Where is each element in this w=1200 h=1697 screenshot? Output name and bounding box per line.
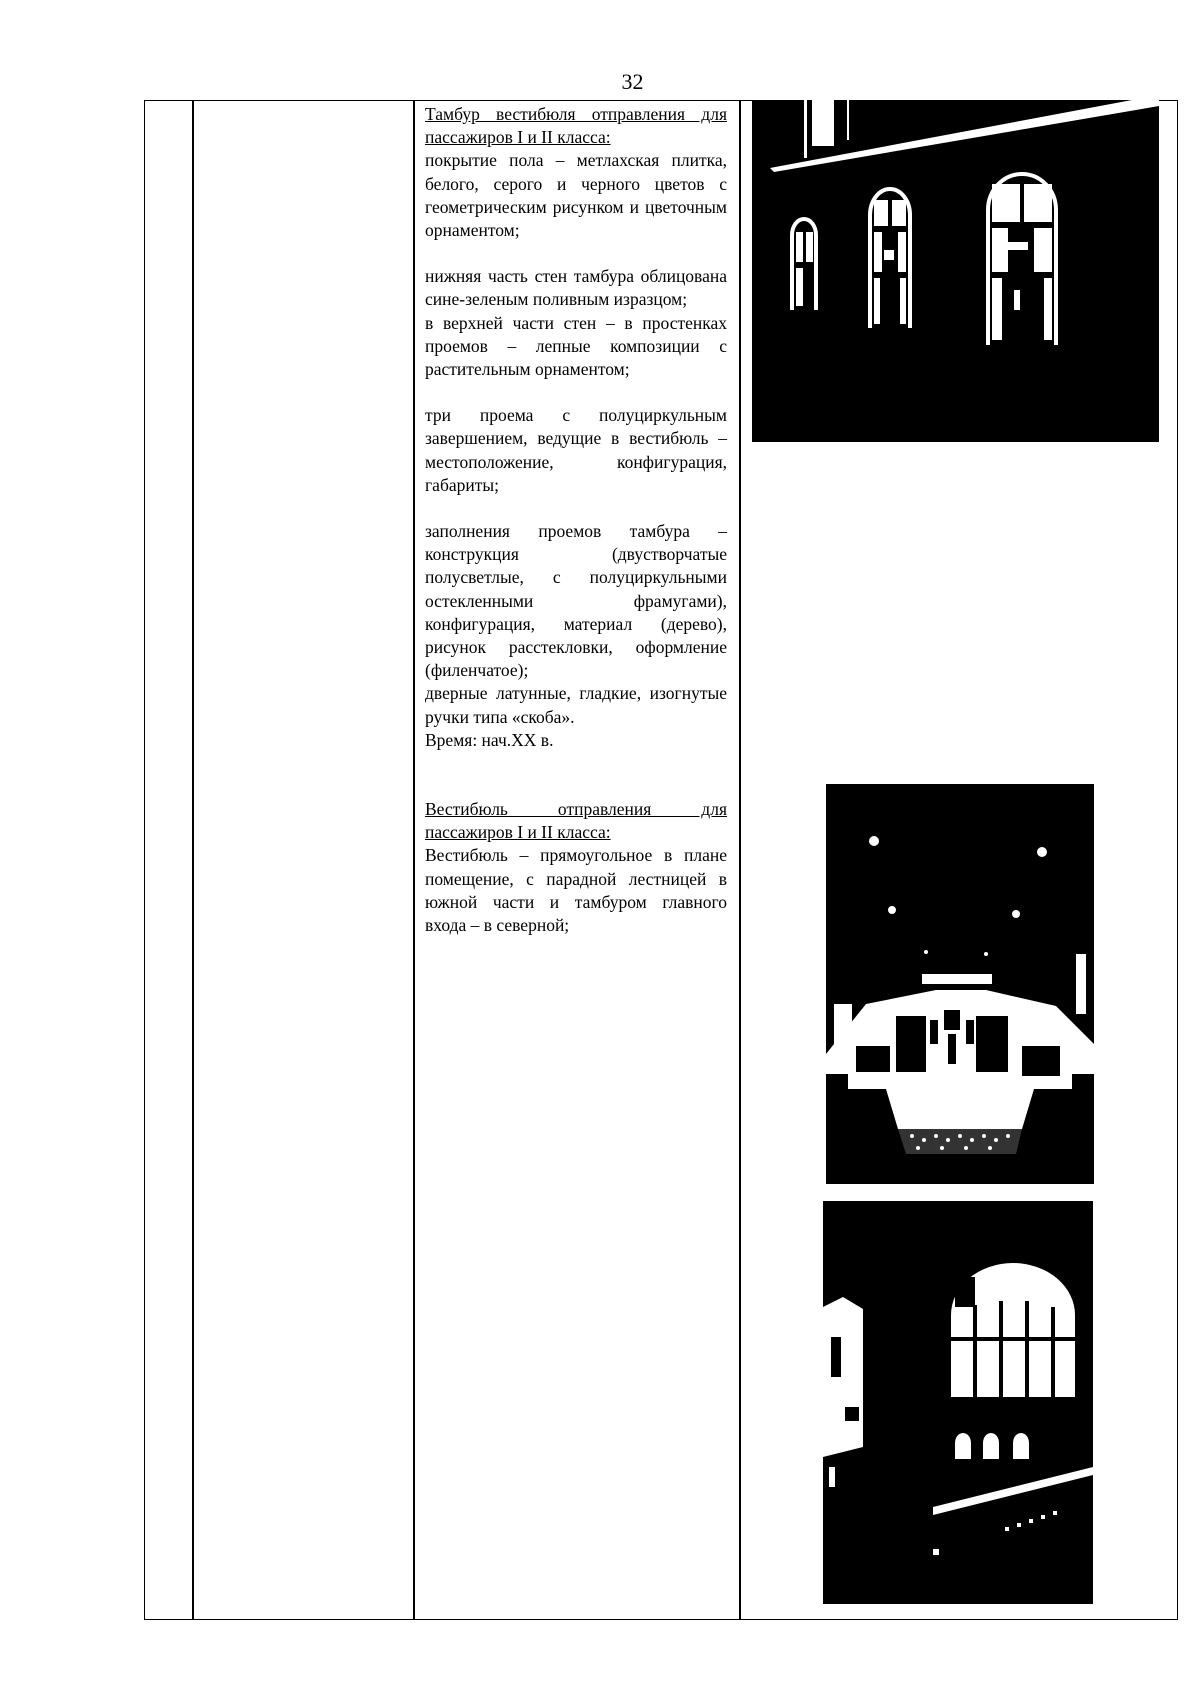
section1-handles: дверные латунные, гладкие, изогнутые ручки типа «скоба». xyxy=(425,683,727,727)
section1-heading: Тамбур вестибюля отправления для пассажиров I и II класса: xyxy=(425,104,727,148)
section1-openings: три проема с полуциркульным завершением, ведущие в вестибюль – местоположение, конфигурация, габариты; xyxy=(425,405,727,495)
section2-description: Вестибюль – прямоугольное в плане помещение, с парадной лестницей в южной части и тамбуром главного входа – в северной; xyxy=(425,845,727,936)
photo-vestibule-window xyxy=(823,1197,1093,1604)
section1-fillings: заполнения проемов тамбура – конструкция (двустворчатые полусветлые, с полуциркульными остекленными фрамугами), конфигурация, материал (дерево), рисунок расстекловки, оформление (филенчатое); xyxy=(425,521,727,681)
column-divider-3 xyxy=(739,101,741,1619)
section1-upper-walls: в верхней части стен – в простенках проемов – лепные композиции с растительным орнаментом; xyxy=(425,312,727,380)
column-divider-1 xyxy=(192,101,194,1619)
section1-time: Время: нач.XX в. xyxy=(425,729,554,750)
column-divider-2 xyxy=(413,101,415,1619)
description-cell xyxy=(425,103,727,937)
section1-lower-walls: нижняя часть стен тамбура облицована сине-зеленым поливным изразцом; xyxy=(425,266,727,310)
photo-vestibule-staircase xyxy=(826,784,1094,1184)
photo-tambour-arches xyxy=(752,100,1159,442)
section1-floor: покрытие пола – метлахская плитка, белого, серого и черного цветов с геометрическим рисунком и цветочным орнаментом; xyxy=(425,150,727,241)
section2-heading: Вестибюль отправления для пассажиров I и II класса: xyxy=(425,799,727,843)
page-number: 32 xyxy=(621,69,644,94)
